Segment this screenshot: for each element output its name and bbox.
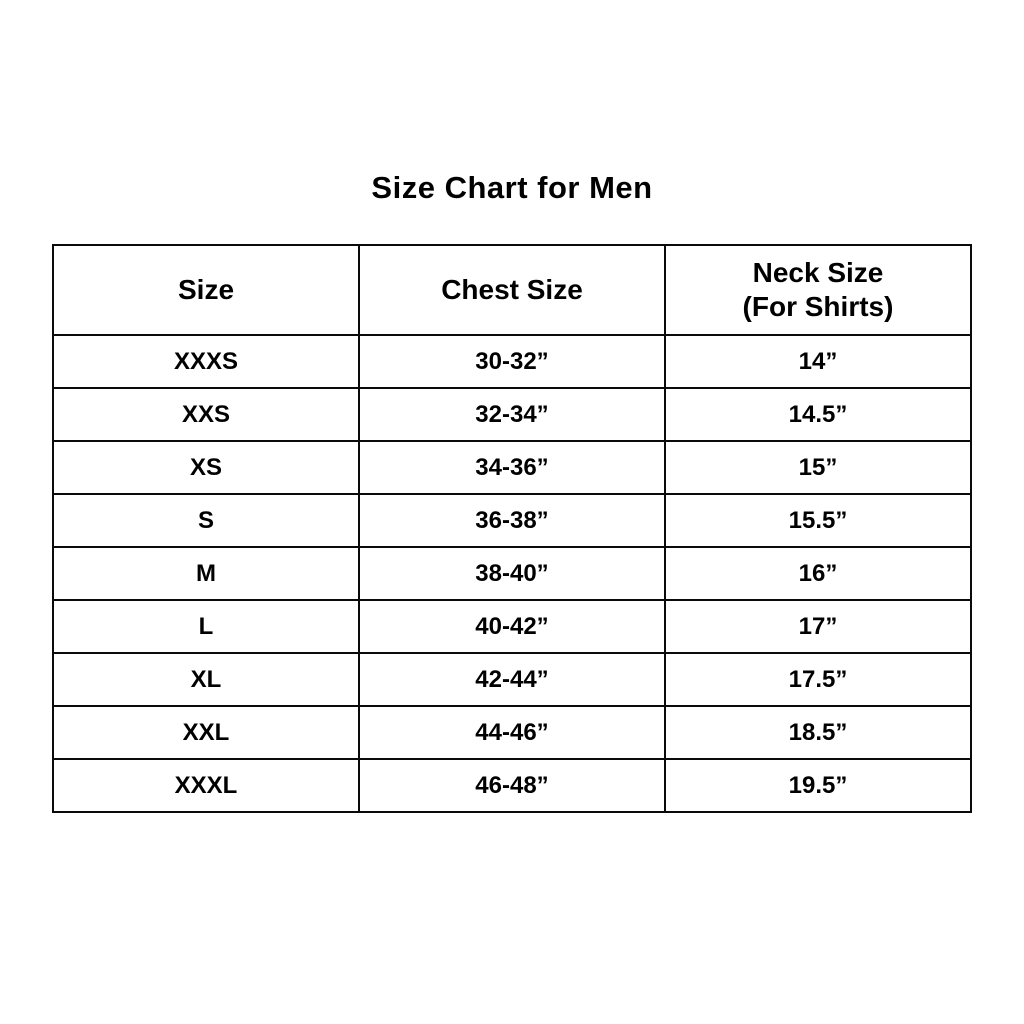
chest-cell: 40-42”	[359, 600, 665, 653]
neck-cell: 19.5”	[665, 759, 971, 812]
size-cell: S	[53, 494, 359, 547]
table-row	[53, 759, 971, 812]
neck-cell: 18.5”	[665, 706, 971, 759]
size-cell: M	[53, 547, 359, 600]
neck-cell: 16”	[665, 547, 971, 600]
neck-cell: 14”	[665, 335, 971, 388]
table-body	[53, 335, 971, 812]
size-cell: XS	[53, 441, 359, 494]
chest-cell: 38-40”	[359, 547, 665, 600]
column-header-neck	[665, 245, 971, 335]
chest-cell: 36-38”	[359, 494, 665, 547]
table-row	[53, 388, 971, 441]
column-header-chest	[359, 245, 665, 335]
column-header-size-label: Size	[177, 274, 235, 306]
column-header-size	[53, 245, 359, 335]
table-row	[53, 653, 971, 706]
table-row	[53, 600, 971, 653]
neck-cell: 15”	[665, 441, 971, 494]
header-row	[53, 245, 971, 335]
table-row	[53, 441, 971, 494]
column-header-chest-label: Chest Size	[441, 274, 583, 306]
neck-cell: 15.5”	[665, 494, 971, 547]
size-chart-table	[52, 244, 972, 813]
chest-cell: 42-44”	[359, 653, 665, 706]
size-cell: XXXL	[53, 759, 359, 812]
neck-cell: 14.5”	[665, 388, 971, 441]
chest-cell: 44-46”	[359, 706, 665, 759]
column-header-neck-label: Neck Size	[752, 257, 884, 289]
size-cell: XXL	[53, 706, 359, 759]
table-row	[53, 494, 971, 547]
table-row	[53, 706, 971, 759]
size-cell: XXXS	[53, 335, 359, 388]
table-row	[53, 547, 971, 600]
neck-cell: 17.5”	[665, 653, 971, 706]
chest-cell: 34-36”	[359, 441, 665, 494]
chest-cell: 30-32”	[359, 335, 665, 388]
table-row	[53, 335, 971, 388]
neck-cell: 17”	[665, 600, 971, 653]
size-cell: XL	[53, 653, 359, 706]
table-header	[53, 245, 971, 335]
size-cell: XXS	[53, 388, 359, 441]
chest-cell: 46-48”	[359, 759, 665, 812]
page-title: Size Chart for Men	[371, 170, 653, 205]
chest-cell: 32-34”	[359, 388, 665, 441]
size-cell: L	[53, 600, 359, 653]
column-header-neck-subtitle: (For Shirts)	[742, 291, 894, 322]
